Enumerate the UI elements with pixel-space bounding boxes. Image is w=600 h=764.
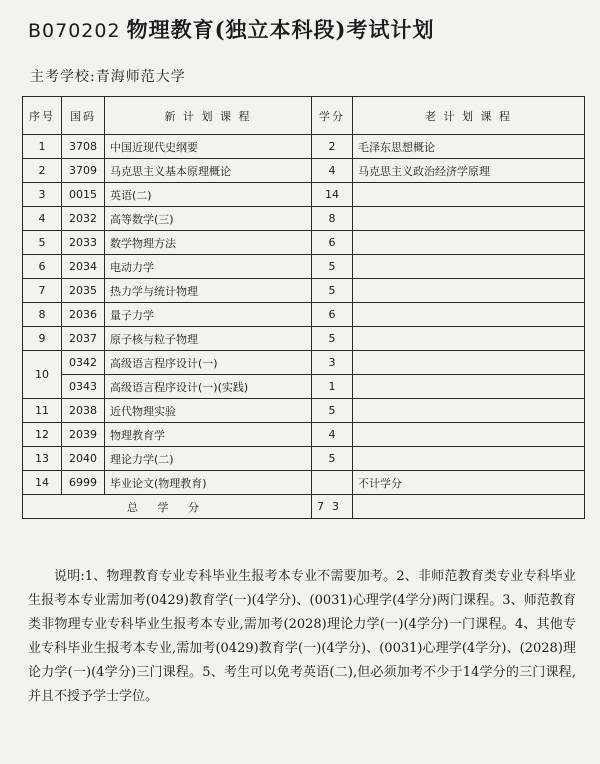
table-row	[23, 351, 585, 375]
row-no: 6	[23, 255, 62, 279]
row-old-course	[353, 351, 585, 375]
row-code: 2037	[62, 327, 105, 351]
table-row	[23, 399, 585, 423]
row-course-name: 中国近现代史纲要	[105, 135, 312, 159]
row-credit: 14	[312, 183, 353, 207]
row-credit: 5	[312, 447, 353, 471]
notes-paragraph: 说明:1、物理教育专业专科毕业生报考本专业不需要加考。2、非师范教育类专业专科毕业生报考本专业需加考(0429)教育学(一)(4学分)、(0031)心理学(4学分)两门课程。3、师范教育类非物理专业专科毕业生报考本专业,需加考(2028)理论力学(一)(4学分)一门课程。4、其他专业专科毕业生报考本专业,需加考(0429)教育学(一)(4学分)、(0031)心理学(4学分)、(2028)理论力学(一)(4学分)三门课程。5、考生可以免考英语(二),但必须加考不少于14学分的三门课程,并且不授予学士学位。	[28, 569, 576, 704]
program-title: 物理教育(独立本科段)考试计划	[126, 17, 435, 42]
table-row	[23, 327, 585, 351]
row-course-name: 毕业论文(物理教育)	[105, 471, 312, 495]
row-course-name: 数学物理方法	[105, 231, 312, 255]
row-course-name: 热力学与统计物理	[105, 279, 312, 303]
table-row	[23, 207, 585, 231]
row-credit: 5	[312, 327, 353, 351]
row-code: 2034	[62, 255, 105, 279]
row-old-course	[353, 375, 585, 399]
row-credit: 8	[312, 207, 353, 231]
row-no: 2	[23, 159, 62, 183]
row-code: 0015	[62, 183, 105, 207]
row-old-course: 毛泽东思想概论	[353, 135, 585, 159]
row-course-name: 理论力学(二)	[105, 447, 312, 471]
total-empty-cell	[353, 495, 585, 519]
school-line: 主考学校:青海师范大学	[30, 69, 186, 85]
row-no: 10	[23, 351, 62, 399]
row-credit: 5	[312, 279, 353, 303]
table-row	[23, 135, 585, 159]
row-course-name: 量子力学	[105, 303, 312, 327]
row-no: 1	[23, 135, 62, 159]
row-no: 14	[23, 471, 62, 495]
table-row	[23, 255, 585, 279]
row-no: 7	[23, 279, 62, 303]
table-row	[23, 231, 585, 255]
row-code: 2038	[62, 399, 105, 423]
row-code: 0342	[62, 351, 105, 375]
program-code: B070202	[28, 20, 121, 42]
table-row	[23, 183, 585, 207]
row-credit: 6	[312, 231, 353, 255]
row-old-course	[353, 279, 585, 303]
row-old-course	[353, 183, 585, 207]
row-credit: 3	[312, 351, 353, 375]
row-course-name: 电动力学	[105, 255, 312, 279]
row-old-course: 马克思主义政治经济学原理	[353, 159, 585, 183]
row-credit: 6	[312, 303, 353, 327]
total-credits: 73	[312, 495, 353, 519]
row-code: 2033	[62, 231, 105, 255]
row-no: 9	[23, 327, 62, 351]
row-course-name: 高级语言程序设计(一)	[105, 351, 312, 375]
row-credit: 2	[312, 135, 353, 159]
row-no: 12	[23, 423, 62, 447]
row-course-name: 马克思主义基本原理概论	[105, 159, 312, 183]
table-row	[23, 159, 585, 183]
row-no: 11	[23, 399, 62, 423]
table-header-row	[23, 97, 585, 135]
row-old-course	[353, 207, 585, 231]
row-code: 3708	[62, 135, 105, 159]
header-no: 序号	[23, 97, 62, 135]
header-old-course: 老 计 划 课 程	[353, 97, 585, 135]
row-old-course	[353, 447, 585, 471]
table-row	[23, 471, 585, 495]
row-course-name: 高级语言程序设计(一)(实践)	[105, 375, 312, 399]
row-old-course	[353, 327, 585, 351]
row-old-course	[353, 399, 585, 423]
table-row	[23, 279, 585, 303]
row-code: 2040	[62, 447, 105, 471]
row-no: 13	[23, 447, 62, 471]
row-no: 5	[23, 231, 62, 255]
row-no: 8	[23, 303, 62, 327]
row-code: 6999	[62, 471, 105, 495]
row-code: 3709	[62, 159, 105, 183]
row-credit: 5	[312, 255, 353, 279]
row-code: 2032	[62, 207, 105, 231]
row-old-course: 不计学分	[353, 471, 585, 495]
row-course-name: 近代物理实验	[105, 399, 312, 423]
header-credit: 学分	[312, 97, 353, 135]
total-row	[23, 495, 585, 519]
row-credit: 5	[312, 399, 353, 423]
row-course-name: 原子核与粒子物理	[105, 327, 312, 351]
row-old-course	[353, 423, 585, 447]
row-credit: 1	[312, 375, 353, 399]
table-row	[23, 375, 585, 399]
table-row	[23, 303, 585, 327]
table-row	[23, 447, 585, 471]
row-code: 2035	[62, 279, 105, 303]
row-course-name: 英语(二)	[105, 183, 312, 207]
row-code: 2036	[62, 303, 105, 327]
row-credit: 4	[312, 423, 353, 447]
row-credit: 4	[312, 159, 353, 183]
header-new-course: 新 计 划 课 程	[105, 97, 312, 135]
row-old-course	[353, 303, 585, 327]
row-no: 4	[23, 207, 62, 231]
row-code: 0343	[62, 375, 105, 399]
exam-plan-table	[22, 96, 585, 519]
row-course-name: 高等数学(三)	[105, 207, 312, 231]
row-old-course	[353, 255, 585, 279]
document-title	[28, 14, 588, 44]
header-code: 国码	[62, 97, 105, 135]
row-credit	[312, 471, 353, 495]
row-code: 2039	[62, 423, 105, 447]
table-row	[23, 423, 585, 447]
total-label: 总 学 分	[23, 495, 312, 519]
row-no: 3	[23, 183, 62, 207]
row-course-name: 物理教育学	[105, 423, 312, 447]
row-old-course	[353, 231, 585, 255]
